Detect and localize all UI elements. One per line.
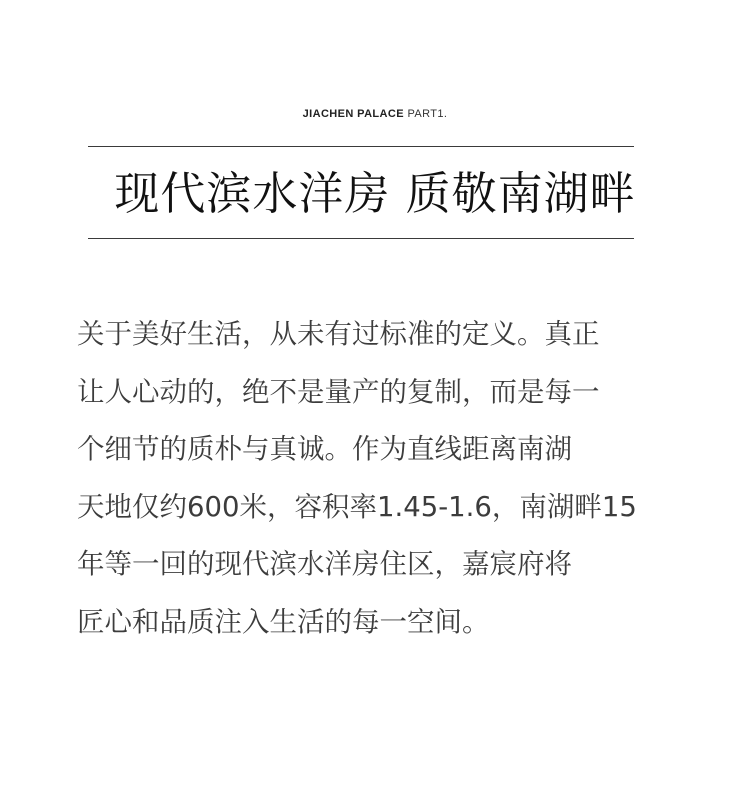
body-line: 关于美好生活，从未有过标准的定义。真正: [77, 318, 600, 350]
eyebrow-brand: JIACHEN PALACE: [302, 108, 404, 120]
body-line: 让人心动的，绝不是量产的复制，而是每一: [77, 375, 600, 408]
body-paragraph: [77, 306, 677, 652]
body-line: 匠心和品质注入生活的每一空间。: [77, 605, 490, 638]
eyebrow-part: PART1.: [407, 108, 448, 120]
body-line: 天地仅约600米，容积率1.45-1.6，南湖畔15: [77, 490, 637, 523]
page-title: 现代滨水洋房 质敬南湖畔: [114, 167, 636, 220]
top-divider: [88, 146, 634, 147]
body-line: 年等一回的现代滨水洋房住区，嘉宸府将: [77, 548, 572, 581]
body-line: 个细节的质朴与真诚。作为直线距离南湖: [77, 433, 572, 466]
bottom-divider: [88, 238, 634, 239]
section-eyebrow: [0, 108, 750, 120]
